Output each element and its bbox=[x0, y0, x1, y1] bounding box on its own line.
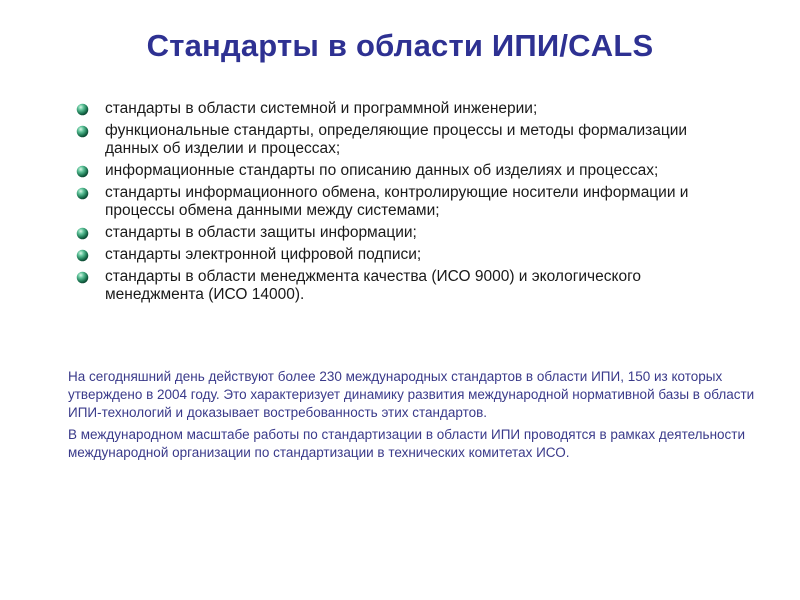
bullet-text: стандарты электронной цифровой подписи; bbox=[105, 246, 422, 263]
bullet-item bbox=[76, 224, 736, 242]
bullet-item bbox=[76, 100, 736, 118]
note-paragraph: В международном масштабе работы по стандартизации в области ИПИ проводятся в рамках деятельности международной организации по стандартизации в технических комитетах ИСО. bbox=[68, 427, 746, 460]
green-sphere-icon bbox=[76, 271, 89, 284]
bullet-text: стандарты информационного обмена, контролирующие носители информации и процессы обмена данными между системами; bbox=[105, 184, 689, 219]
bullet-text: стандарты в области защиты информации; bbox=[105, 224, 417, 241]
slide-title: Стандарты в области ИПИ/CALS bbox=[146, 28, 654, 63]
green-sphere-icon bbox=[76, 227, 89, 240]
green-sphere-icon bbox=[76, 125, 89, 138]
notes-block bbox=[68, 368, 758, 466]
bullet-text: стандарты в области менеджмента качества (ИСО 9000) и экологического менеджмента (ИСО 14000). bbox=[105, 268, 641, 303]
bullet-item bbox=[76, 122, 736, 158]
bullet-text: стандарты в области системной и программной инженерии; bbox=[105, 100, 538, 117]
green-sphere-icon bbox=[76, 187, 89, 200]
bullet-item bbox=[76, 246, 736, 264]
green-sphere-icon bbox=[76, 103, 89, 116]
bullet-list bbox=[76, 100, 736, 308]
bullet-text: функциональные стандарты, определяющие процессы и методы формализации данных об изделии и процессах; bbox=[105, 122, 688, 157]
note-paragraph: На сегодняшний день действуют более 230 международных стандартов в области ИПИ, 150 из которых утверждено в 2004 году. Это характеризует динамику развития международной нормативной базы в области ИПИ-технологий и доказывает востребованность этих стандартов. bbox=[68, 369, 755, 420]
bullet-item bbox=[76, 268, 736, 304]
bullet-text: информационные стандарты по описанию данных об изделиях и процессах; bbox=[105, 162, 659, 179]
green-sphere-icon bbox=[76, 249, 89, 262]
bullet-item bbox=[76, 184, 736, 220]
bullet-item bbox=[76, 162, 736, 180]
green-sphere-icon bbox=[76, 165, 89, 178]
